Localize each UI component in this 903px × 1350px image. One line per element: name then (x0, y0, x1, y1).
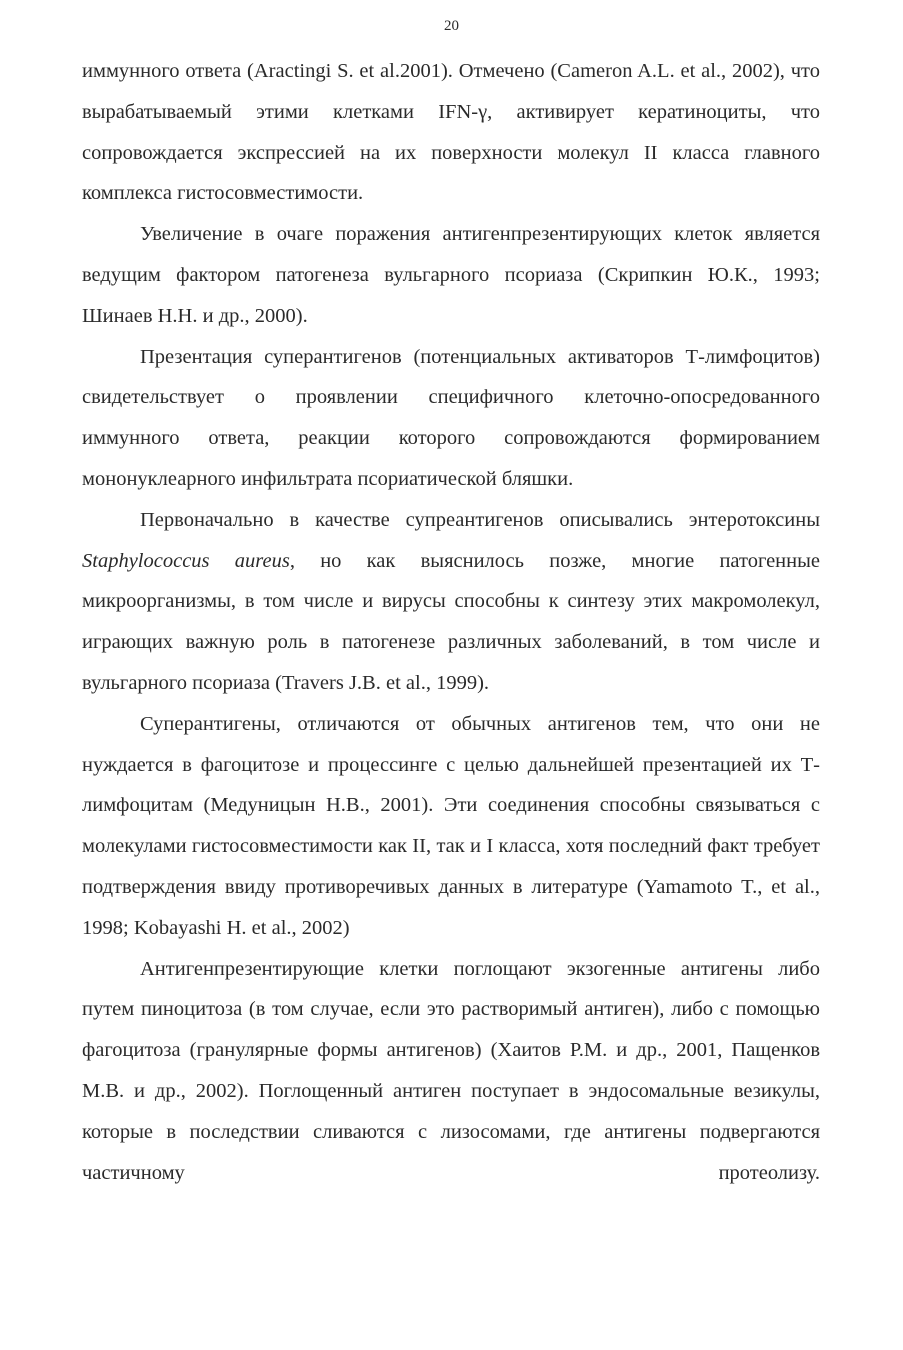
paragraph-4 (82, 500, 820, 704)
paragraph-1: иммунного ответа (Aractingi S. et al.2001). Отмечено (Cameron A.L. et al., 2002), что вырабатываемый этими клетками IFN-γ, активирует кератиноциты, что сопровождается экспрессией на их поверхности молекул II класса главного комплекса гистосовместимости. (82, 60, 820, 205)
document-body (82, 51, 820, 1193)
paragraph-3: Презентация суперантигенов (потенциальных активаторов Т-лимфоцитов) свидетельствует о проявлении специфичного клеточно-опосредованного иммунного ответа, реакции которого сопровождаются формированием мононуклеарного инфильтрата псориатической бляшки. (82, 345, 820, 490)
paragraph-6: Антигенпрезентирующие клетки поглощают экзогенные антигены либо путем пиноцитоза (в том случае, если это растворимый антиген), либо с помощью фагоцитоза (гранулярные формы антигенов) (Хаитов Р.М. и др., 2001, Пащенков М.В. и др., 2002). Поглощенный антиген поступает в эндосомальные везикулы, которые в последствии сливаются с лизосомами, где антигены подвергаются частичному протеолизу. (82, 957, 820, 1184)
paragraph-5: Суперантигены, отличаются от обычных антигенов тем, что они не нуждается в фагоцитозе и процессинге с целью дальнейшей презентацией их Т-лимфоцитам (Медуницын Н.В., 2001). Эти соединения способны связываться с молекулами гистосовместимости как II, так и I класса, хотя последний факт требует подтверждения ввиду противоречивых данных в литературе (Yamamoto T., et al., 1998; Kobayashi H. et al., 2002) (82, 712, 820, 939)
paragraph-4-text-before: Первоначально в качестве супреантигенов описывались энтеротоксины (140, 508, 820, 531)
paragraph-2: Увеличение в очаге поражения антигенпрезентирующих клеток является ведущим фактором патогенеза вульгарного псориаза (Скрипкин Ю.К., 1993; Шинаев Н.Н. и др., 2000). (82, 223, 820, 327)
page-number: 20 (444, 18, 459, 34)
species-name-italic: Staphylococcus aureus (82, 549, 290, 572)
paragraph-4-text-after: , но как выяснилось позже, многие патогенные микроорганизмы, в том числе и вирусы способны к синтезу этих макромолекул, играющих важную роль в патогенезе различных заболеваний, в том числе и вульгарного псориаза (Travers J.B. et al., 1999). (82, 549, 820, 694)
